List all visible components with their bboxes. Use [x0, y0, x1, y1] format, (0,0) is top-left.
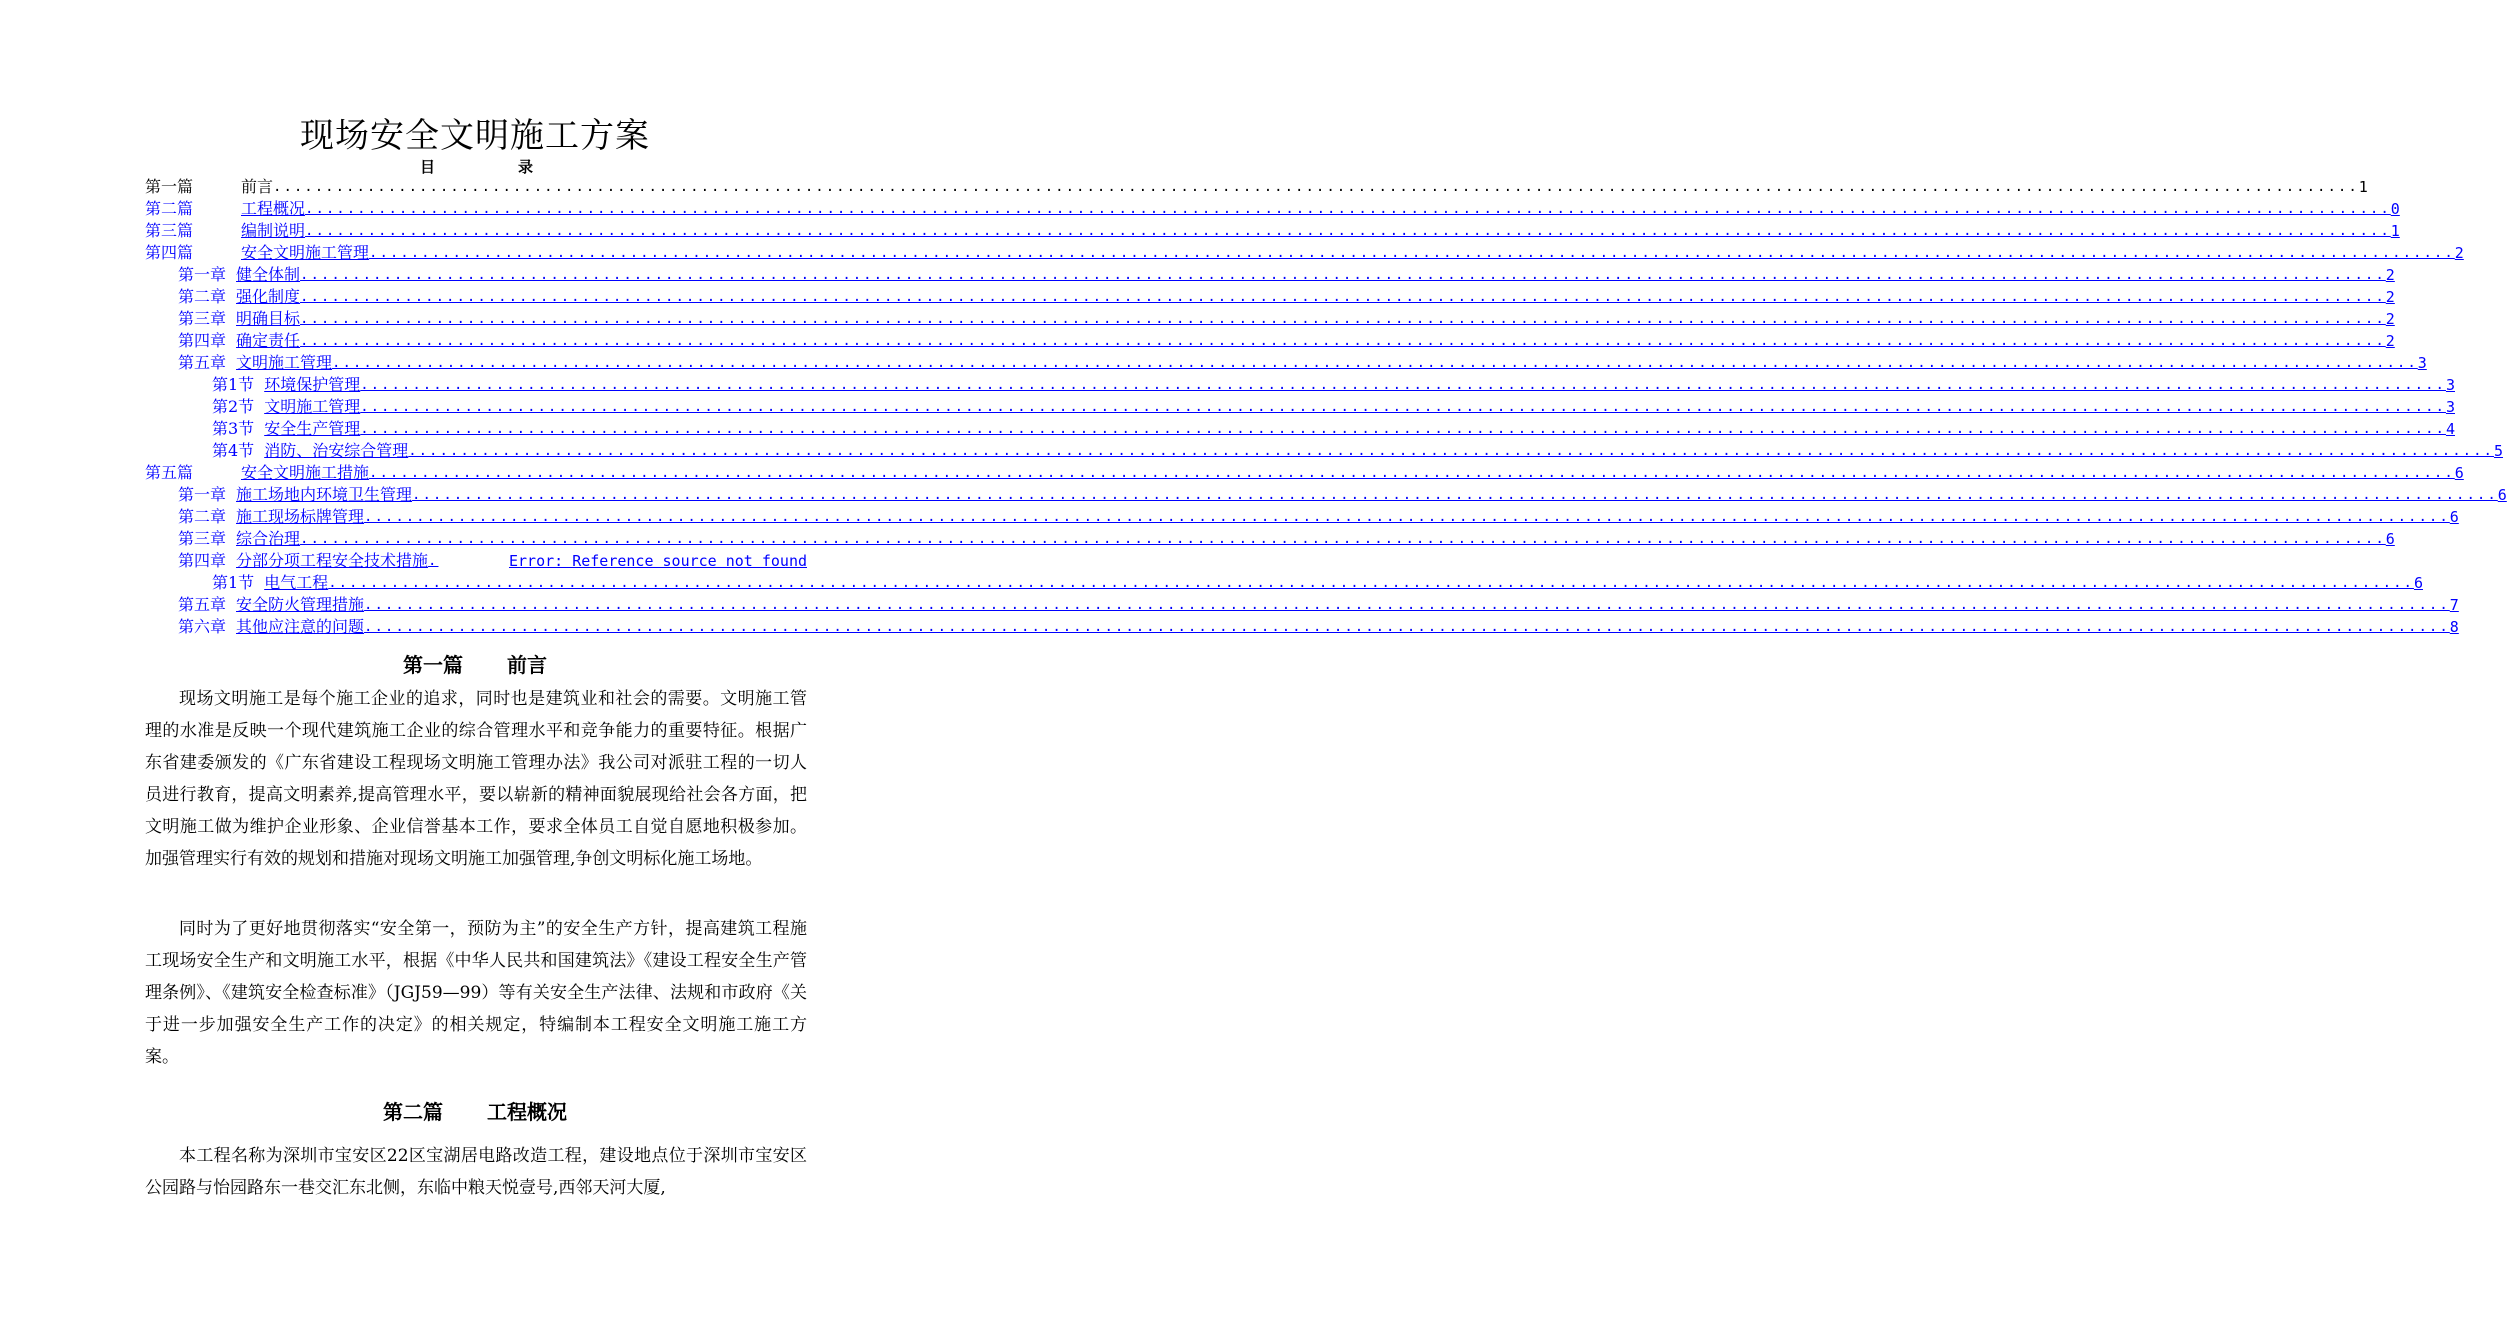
section-heading-preface [0, 649, 950, 678]
toc-entry[interactable] [145, 352, 2427, 374]
toc-page-number: 7 [2449, 596, 2459, 614]
toc-entry[interactable] [145, 286, 2395, 308]
toc-entry-label [212, 440, 408, 462]
toc-leader-dots: ........................................................................................................................................................................................................ [360, 421, 2446, 437]
toc-entry[interactable] [145, 506, 2459, 528]
toc-entry-title: 安全防火管理措施 [236, 595, 365, 614]
toc-page-number: 3 [2417, 354, 2427, 372]
toc-entry[interactable] [145, 528, 2395, 550]
toc-leader-dots: ........................................................................................................................................................................................................ [305, 223, 2391, 239]
toc-entry [145, 176, 2368, 198]
toc-entry-label [178, 550, 428, 572]
toc-entry-title: 安全文明施工管理 [241, 243, 370, 262]
toc-entry-label [145, 220, 305, 242]
toc-leader-dots: ........................................................................................................................................................................................................ [300, 311, 2386, 327]
toc-entry-label [212, 418, 360, 440]
toc-entry[interactable] [145, 616, 2459, 638]
toc-leader-dots: . [428, 553, 439, 569]
toc-page-number: 5 [2493, 442, 2503, 460]
toc-page-number: 6 [2385, 530, 2395, 548]
toc-entry-title: 施工场地内环境卫生管理 [236, 485, 413, 504]
toc-leader-dots: ........................................................................................................................................................................................................ [328, 575, 2414, 591]
toc-entry-label [178, 308, 300, 330]
toc-entry[interactable] [145, 330, 2395, 352]
toc-entry[interactable] [145, 198, 2400, 220]
toc-entry[interactable] [145, 264, 2395, 286]
toc-entry[interactable] [145, 242, 2464, 264]
paragraph: 同时为了更好地贯彻落实“安全第一，预防为主”的安全生产方针，提高建筑工程施工现场安全生产和文明施工水平，根据《中华人民共和国建筑法》《建设工程安全生产管理条例》、《建筑安全检查标准》（JGJ59—99）等有关安全生产法律、法规和市政府《关于进一步加强安全生产工作的决定》的相关规定，特编制本工程安全文明施工施工方案。 [145, 919, 807, 1067]
toc-entry-number: 第一章 [178, 485, 227, 504]
toc-entry-number: 第一篇 [145, 177, 194, 196]
section-heading-overview [0, 1096, 950, 1125]
toc-leader-dots: ........................................................................................................................................................................................................ [360, 399, 2446, 415]
toc-leader-dots: ........................................................................................................................................................................................................ [369, 465, 2455, 481]
toc-entry-number: 第4节 [212, 441, 255, 460]
toc-entry-label [145, 462, 369, 484]
toc-entry[interactable] [145, 550, 807, 572]
toc-entry-title: 工程概况 [241, 199, 306, 218]
toc-entry-title: 编制说明 [241, 221, 306, 240]
toc-entry-number: 第1节 [212, 573, 255, 592]
toc-page-number: 2 [2385, 288, 2395, 306]
toc-entry-title: 综合治理 [236, 529, 301, 548]
toc-page-number: 4 [2445, 420, 2455, 438]
toc-entry-title: 文明施工管理 [264, 397, 361, 416]
toc-leader-dots: ........................................................................................................................................................................................................ [364, 597, 2450, 613]
toc-entry-number: 第四章 [178, 551, 227, 570]
toc-entry-number: 第五章 [178, 353, 227, 372]
toc-entry-title: 分部分项工程安全技术措施 [236, 551, 429, 570]
paragraph: 本工程名称为深圳市宝安区22区宝湖居电路改造工程，建设地点位于深圳市宝安区公园路与怡园路东一巷交汇东北侧，东临中粮天悦壹号,西邻天河大厦, [145, 1146, 807, 1198]
toc-entry-title: 消防、治安综合管理 [264, 441, 409, 460]
toc-page-number: 1 [2390, 222, 2400, 240]
toc-entry-number: 第2节 [212, 397, 255, 416]
toc-entry-label [178, 616, 364, 638]
toc-leader-dots: ........................................................................................................................................................................................................ [300, 333, 2386, 349]
toc-entry-number: 第五章 [178, 595, 227, 614]
toc-entry-number: 第六章 [178, 617, 227, 636]
toc-entry-title: 施工现场标牌管理 [236, 507, 365, 526]
toc-leader-dots: ........................................................................................................................................................................................................ [332, 355, 2418, 371]
toc-page-number: 0 [2390, 200, 2400, 218]
toc-page-number: 6 [2497, 486, 2507, 504]
toc-entry-title: 文明施工管理 [236, 353, 333, 372]
toc-page-number: 2 [2385, 332, 2395, 350]
toc-entry[interactable] [145, 572, 2423, 594]
toc-entry-label [178, 594, 364, 616]
toc-entry[interactable] [145, 418, 2455, 440]
toc-page-number: 6 [2454, 464, 2464, 482]
toc-leader-dots: ........................................................................................................................................................................................................ [300, 531, 2386, 547]
toc-page-number: 3 [2445, 376, 2455, 394]
section-title: 工程概况 [487, 1100, 567, 1124]
toc-entry-label [212, 572, 328, 594]
toc-entry-number: 第四篇 [145, 243, 194, 262]
toc-leader-dots: ........................................................................................................................................................................................................ [305, 201, 2391, 217]
toc-leader-dots: ........................................................................................................................................................................................................ [412, 487, 2498, 503]
toc-page-number: 6 [2413, 574, 2423, 592]
toc-entry-number: 第1节 [212, 375, 255, 394]
toc-entry[interactable] [145, 220, 2400, 242]
toc-entry-title: 环境保护管理 [264, 375, 361, 394]
toc-entry[interactable] [145, 440, 2503, 462]
toc-entry-title: 前言 [241, 177, 274, 196]
toc-entry-label [212, 396, 360, 418]
toc-leader-dots: ........................................................................................................................................................................................................ [300, 267, 2386, 283]
toc-entry-label [212, 374, 360, 396]
toc-entry-title: 安全文明施工措施 [241, 463, 370, 482]
toc-entry-number: 第3节 [212, 419, 255, 438]
toc-page-number: 2 [2454, 244, 2464, 262]
toc-entry[interactable] [145, 396, 2455, 418]
toc-entry-number: 第三篇 [145, 221, 194, 240]
table-of-contents [145, 176, 2507, 638]
toc-heading-left: 目 [420, 158, 436, 176]
toc-entry-title: 强化制度 [236, 287, 301, 306]
section-number: 第一篇 [403, 653, 463, 677]
toc-entry-label [178, 330, 300, 352]
document-title: 现场安全文明施工方案 [300, 116, 650, 156]
toc-leader-dots: ........................................................................................................................................................................................................ [300, 289, 2386, 305]
toc-entry-number: 第二章 [178, 287, 227, 306]
toc-entry[interactable] [145, 462, 2464, 484]
toc-entry-title: 健全体制 [236, 265, 301, 284]
paragraph: 现场文明施工是每个施工企业的追求，同时也是建筑业和社会的需要。文明施工管理的水准是反映一个现代建筑施工企业的综合管理水平和竞争能力的重要特征。根据广东省建委颁发的《广东省建设工程现场文明施工管理办法》我公司对派驻工程的一切人员进行教育，提高文明素养,提高管理水平，要以崭新的精神面貌展现给社会各方面，把文明施工做为维护企业形象、企业信誉基本工作，要求全体员工自觉自愿地积极参加。加强管理实行有效的规划和措施对现场文明施工加强管理,争创文明标化施工场地。 [145, 689, 807, 869]
toc-entry-number: 第四章 [178, 331, 227, 350]
toc-entry-label [145, 176, 273, 198]
toc-entry[interactable] [145, 374, 2455, 396]
toc-entry-title: 确定责任 [236, 331, 301, 350]
toc-leader-dots: ........................................................................................................................................................................................................ [364, 619, 2450, 635]
toc-leader-dots: ........................................................................................................................................................................................................ [273, 179, 2359, 195]
toc-page-number: 6 [2449, 508, 2459, 526]
toc-leader-dots: ........................................................................................................................................................................................................ [369, 245, 2455, 261]
toc-entry-number: 第五篇 [145, 463, 194, 482]
toc-entry-label [145, 242, 369, 264]
toc-entry-label [178, 484, 412, 506]
toc-entry-label [178, 528, 300, 550]
toc-page-number: 3 [2445, 398, 2455, 416]
toc-entry[interactable] [145, 594, 2459, 616]
toc-entry-title: 其他应注意的问题 [236, 617, 365, 636]
toc-entry-number: 第三章 [178, 529, 227, 548]
toc-entry-label [178, 352, 332, 374]
toc-entry-number: 第二篇 [145, 199, 194, 218]
toc-entry[interactable] [145, 484, 2507, 506]
toc-entry-number: 第一章 [178, 265, 227, 284]
toc-heading-right: 录 [518, 158, 534, 176]
toc-leader-dots: ........................................................................................................................................................................................................ [360, 377, 2446, 393]
toc-entry-title: 明确目标 [236, 309, 301, 328]
toc-page-number: 8 [2449, 618, 2459, 636]
toc-page-number: 2 [2385, 310, 2395, 328]
toc-leader-dots: ........................................................................................................................................................................................................ [408, 443, 2494, 459]
toc-entry-label [178, 506, 364, 528]
section-title: 前言 [507, 653, 547, 677]
toc-entry-label [145, 198, 305, 220]
toc-page-number: 2 [2385, 266, 2395, 284]
toc-entry-label [178, 264, 300, 286]
toc-page-number: 1 [2358, 178, 2368, 196]
toc-entry-label [178, 286, 300, 308]
toc-reference-error: Error: Reference source not found [508, 552, 807, 570]
section-number: 第二篇 [383, 1100, 443, 1124]
toc-leader-dots: ........................................................................................................................................................................................................ [364, 509, 2450, 525]
toc-entry-title: 电气工程 [264, 573, 329, 592]
toc-entry-title: 安全生产管理 [264, 419, 361, 438]
toc-entry[interactable] [145, 308, 2395, 330]
toc-entry-number: 第二章 [178, 507, 227, 526]
toc-entry-number: 第三章 [178, 309, 227, 328]
toc-heading [0, 156, 950, 176]
